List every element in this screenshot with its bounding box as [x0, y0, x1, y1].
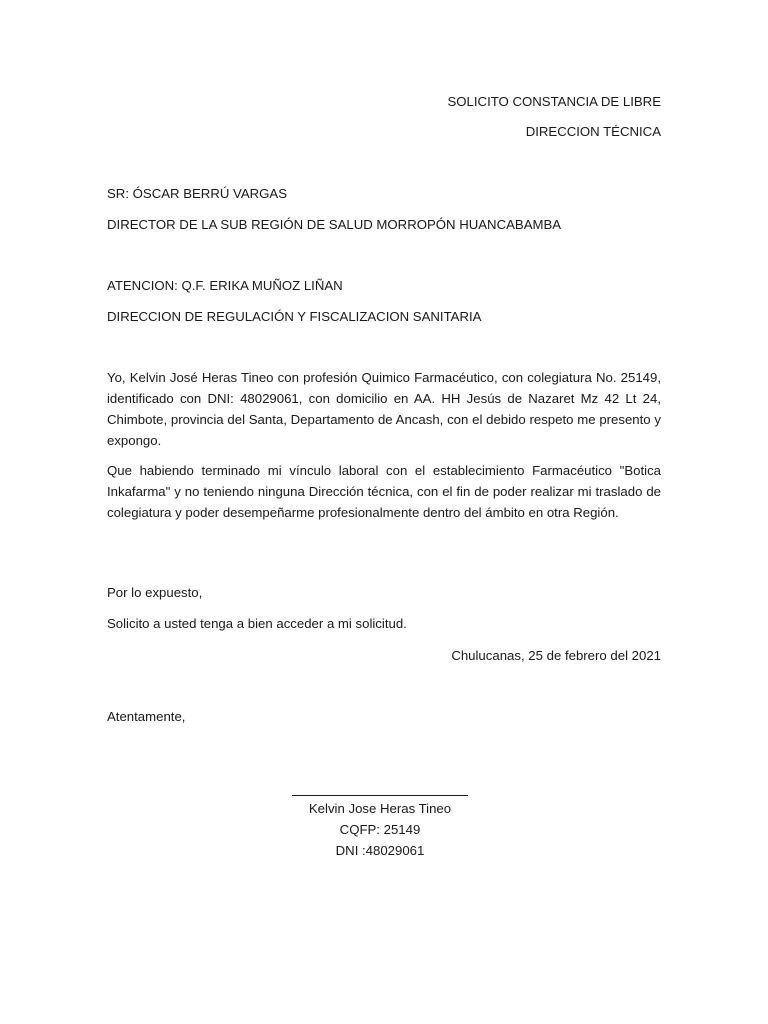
addressee-name: SR: ÓSCAR BERRÚ VARGAS [107, 186, 288, 201]
addressee-title: DIRECTOR DE LA SUB REGIÓN DE SALUD MORROPÓN HUANCABAMBA [107, 217, 562, 232]
signature-dni: DNI :48029061 [335, 843, 425, 858]
attention-name: ATENCION: Q.F. ERIKA MUÑOZ LIÑAN [107, 278, 343, 293]
place-date: Chulucanas, 25 de febrero del 2021 [451, 648, 661, 663]
farewell: Atentamente, [107, 709, 186, 724]
body-paragraph-1: Yo, Kelvin José Heras Tineo con profesión Quimico Farmacéutico, con colegiatura No. 25149, identificado con DNI: 48029061, con domicilio en AA. HH Jesús de Nazaret Mz 42 Lt 24, Chimbote, provincia del Santa, Departamento de Ancash, con el debido respeto me presento y expongo. [107, 370, 661, 448]
subject-line-2: DIRECCION TÉCNICA [525, 124, 661, 139]
signature-name: Kelvin Jose Heras Tineo [308, 801, 452, 816]
signature-line [292, 795, 468, 796]
signature-cqfp: CQFP: 25149 [339, 822, 421, 837]
closing-line-1: Por lo expuesto, [107, 585, 203, 600]
closing-line-2: Solicito a usted tenga a bien acceder a mi solicitud. [107, 616, 407, 631]
subject-line-1: SOLICITO CONSTANCIA DE LIBRE [447, 94, 661, 109]
body-paragraph-2: Que habiendo terminado mi vínculo laboral con el establecimiento Farmacéutico "Botica Inkafarma" y no teniendo ninguna Dirección técnica, con el fin de poder realizar mi traslado de colegiatura y poder desempeñarme profesionalmente dentro del ámbito en otra Región. [107, 463, 661, 520]
attention-department: DIRECCION DE REGULACIÓN Y FISCALIZACION SANITARIA [107, 309, 482, 324]
